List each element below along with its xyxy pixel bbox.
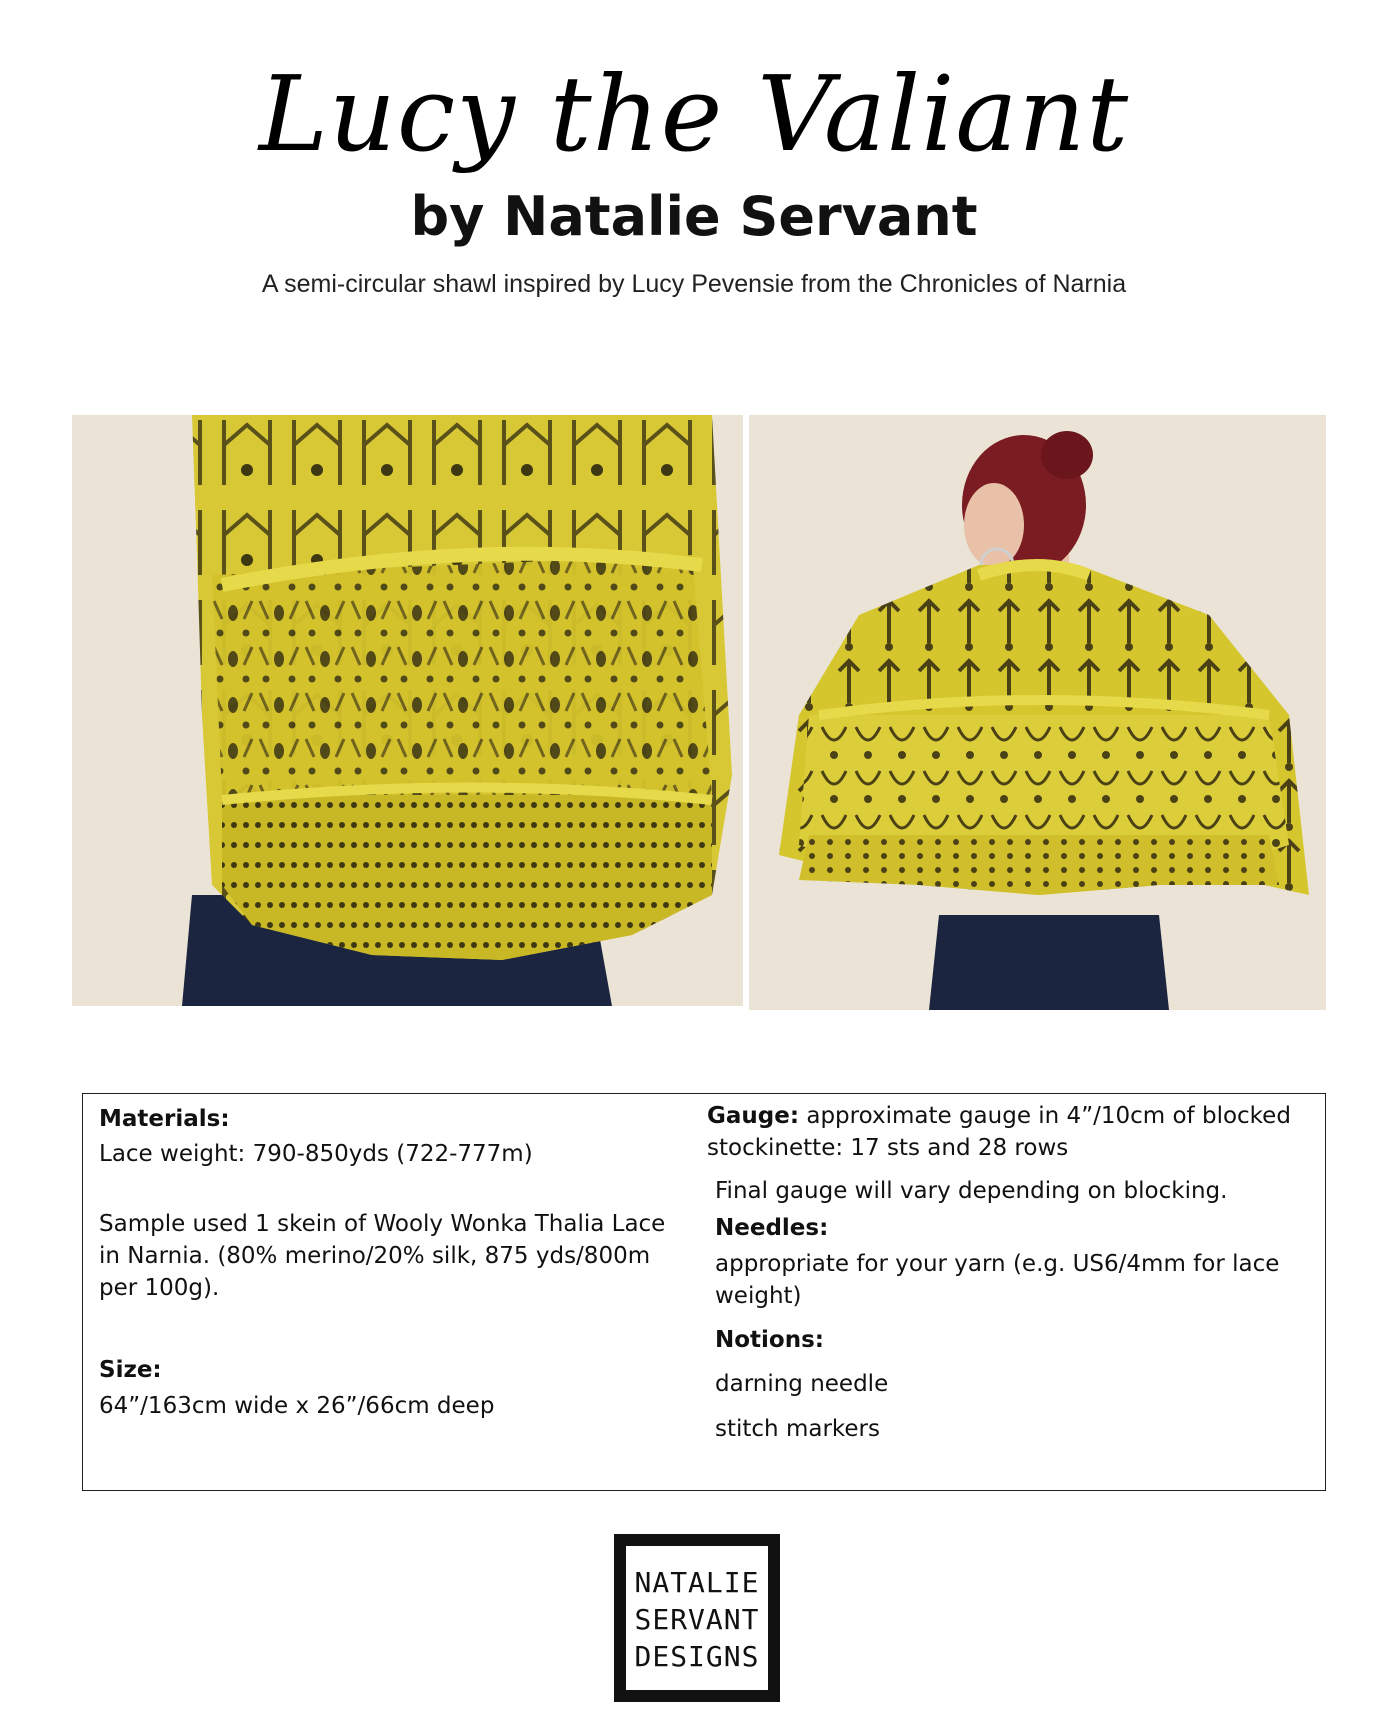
pattern-details-box bbox=[82, 1093, 1326, 1491]
designer-byline: by Natalie Servant bbox=[410, 185, 978, 248]
needles-value: appropriate for your yarn (e.g. US6/4mm for lace weight) bbox=[715, 1251, 1280, 1309]
gauge-block bbox=[707, 1100, 1307, 1164]
logo-wordmark bbox=[626, 1564, 768, 1675]
shawl-side-photo bbox=[72, 415, 743, 1006]
pattern-tagline: A semi-circular shawl inspired by Lucy Pevensie from the Chronicles of Narnia bbox=[261, 270, 1127, 298]
size-heading: Size: bbox=[99, 1357, 162, 1383]
materials-sample-yarn: Sample used 1 skein of Wooly Wonka Thalia Lace in Narnia. (80% merino/20% silk, 875 yds/800m per 100g). bbox=[99, 1211, 666, 1301]
materials-yardage: Lace weight: 790-850yds (722-777m) bbox=[99, 1141, 533, 1167]
size-value: 64”/163cm wide x 26”/66cm deep bbox=[99, 1393, 495, 1419]
gauge-note: Final gauge will vary depending on blocking. bbox=[715, 1178, 1228, 1204]
notions-heading: Notions: bbox=[715, 1327, 824, 1353]
logo-panel bbox=[626, 1546, 768, 1690]
needles-heading: Needles: bbox=[715, 1215, 829, 1241]
pattern-title: Lucy the Valiant bbox=[258, 53, 1130, 175]
logo-line-servant: SERVANT bbox=[634, 1603, 760, 1636]
gauge-heading: Gauge: bbox=[707, 1103, 800, 1129]
natalie-servant-designs-logo bbox=[614, 1534, 780, 1702]
logo-line-natalie: NATALIE bbox=[634, 1566, 760, 1599]
shawl-back-photo bbox=[749, 415, 1326, 1010]
logo-line-designs: DESIGNS bbox=[634, 1640, 760, 1673]
notions-item-stitch-markers: stitch markers bbox=[715, 1416, 880, 1442]
materials-heading: Materials: bbox=[99, 1106, 230, 1132]
notions-item-darning-needle: darning needle bbox=[715, 1371, 889, 1397]
gauge-value: approximate gauge in 4”/10cm of blocked stockinette: 17 sts and 28 rows bbox=[707, 1103, 1291, 1161]
